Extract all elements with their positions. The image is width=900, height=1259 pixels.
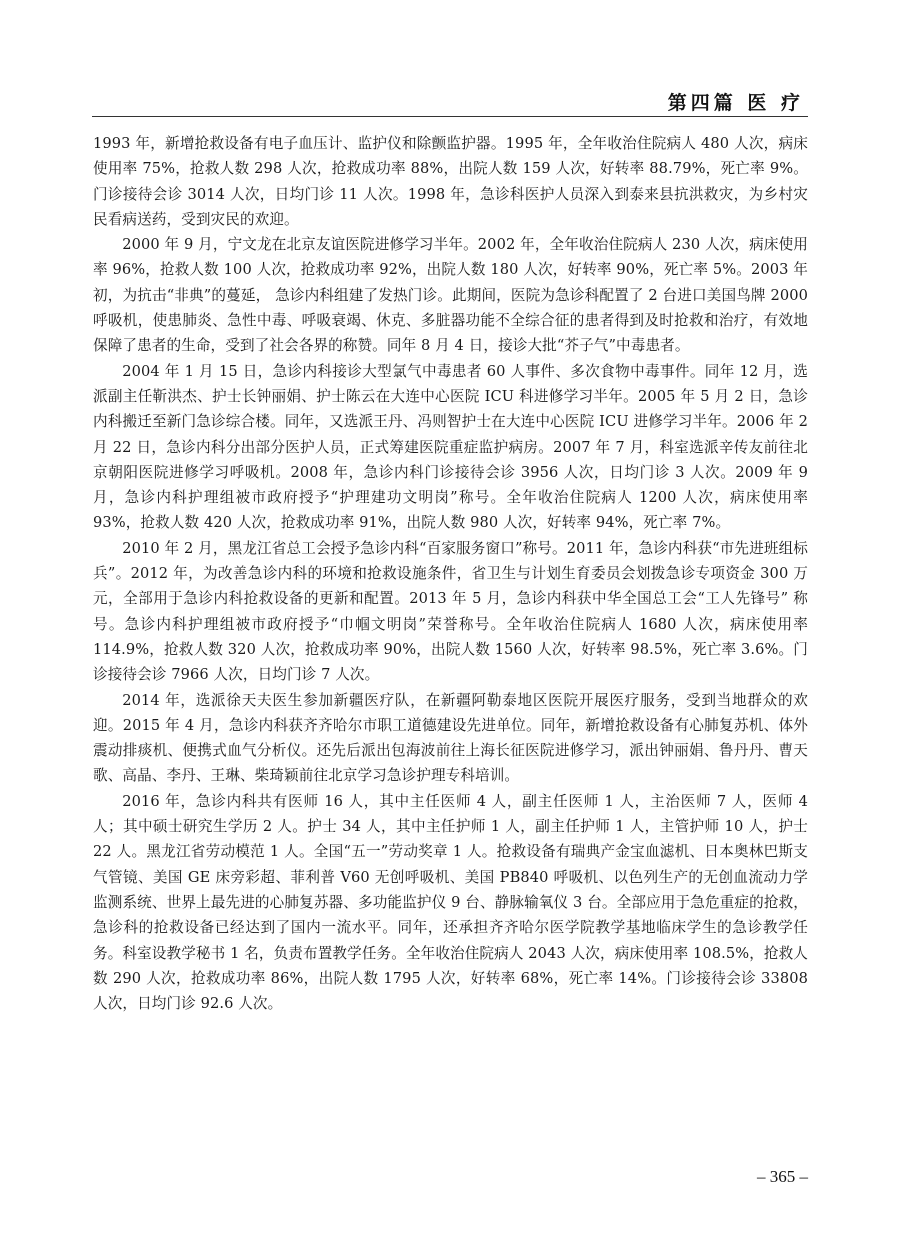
header-rule (92, 116, 808, 117)
paragraph-2004: 2004 年 1 月 15 日，急诊内科接诊大型氯气中毒患者 60 人事件、多次食物中毒事件。同年 12 月，选派副主任靳洪杰、护士长钟丽娟、护士陈云在大连中心医院 ICU 科进修学习半年。2005 年 5 月 2 日，急诊内科搬迁至新门急诊综合楼。同年，又选派王丹、冯则智护士在大连中心医院 ICU 进修学习半年。2006 年 2 月 22 日，急诊内科分出部分医护人员，正式筹建医院重症监护病房。2007 年 7 月，科室选派辛传友前往北京朝阳医院进修学习呼吸机。2008 年，急诊内科门诊接待会诊 3956 人次，日均门诊 3 人次。2009 年 9 月，急诊内科护理组被市政府授予“护理建功文明岗”称号。全年收治住院病人 1200 人次，病床使用率 93%，抢救人数 420 人次，抢救成功率 91%，出院人数 980 人次，好转率 94%，死亡率 7%。 (93, 362, 808, 532)
paragraph-2010: 2010 年 2 月，黑龙江省总工会授予急诊内科“百家服务窗口”称号。2011 年，急诊内科获“市先进班组标兵”。2012 年，为改善急诊内科的环境和抢救设施条件，省卫生与计划生育委员会划拨急诊专项资金 300 万元，全部用于急诊内科抢救设备的更新和配置。2013 年 5 月，急诊内科获中华全国总工会“工人先锋号” 称号。急诊内科护理组被市政府授予“巾帼文明岗”荣誉称号。全年收治住院病人 1680 人次，病床使用率 114.9%，抢救人数 320 人次，抢救成功率 90%，出院人数 1560 人次，好转率 98.5%，死亡率 3.6%。门诊接待会诊 7966 人次，日均门诊 7 人次。 (93, 539, 808, 684)
section-title: 第四篇 医 疗 (667, 92, 804, 114)
paragraph-2014: 2014 年，选派徐天夫医生参加新疆医疗队，在新疆阿勒泰地区医院开展医疗服务，受到当地群众的欢迎。2015 年 4 月，急诊内科获齐齐哈尔市职工道德建设先进单位。同年，新增抢救设备有心肺复苏机、体外震动排痰机、便携式血气分析仪。还先后派出包海波前往上海长征医院进修学习，派出钟丽娟、鲁丹丹、曹天歌、高晶、李丹、王琳、柴琦颖前往北京学习急诊护理专科培训。 (93, 691, 808, 785)
paragraph-1993: 1993 年，新增抢救设备有电子血压计、监护仪和除颤监护器。1995 年，全年收治住院病人 480 人次，病床使用率 75%，抢救人数 298 人次，抢救成功率 88%，出院人数 159 人次，好转率 88.79%，死亡率 9%。门诊接待会诊 3014 人次，日均门诊 11 人次。1998 年，急诊科医护人员深入到泰来县抗洪救灾，为乡村灾民看病送药，受到灾民的欢迎。 (93, 135, 808, 228)
page-header (92, 88, 808, 118)
paragraph-2016: 2016 年，急诊内科共有医师 16 人，其中主任医师 4 人，副主任医师 1 人，主治医师 7 人，医师 4 人；其中硕士研究生学历 2 人。护士 34 人，其中主任护师 1 人，副主任护师 1 人，主管护师 10 人，护士 22 人。黑龙江省劳动模范 1 人。全国“五一”劳动奖章 1 人。抢救设备有瑞典产金宝血滤机、日本奥林巴斯支气管镜、美国 GE 床旁彩超、菲利普 V60 无创呼吸机、美国 PB840 呼吸机、以色列生产的无创血流动力学监测系统、世界上最先进的心肺复苏器、多功能监护仪 9 台、静脉输氧仪 3 台。全部应用于急危重症的抢救，急诊科的抢救设备已经达到了国内一流水平。同年，还承担齐齐哈尔医学院教学基地临床学生的急诊教学任务。科室设教学秘书 1 名，负责布置教学任务。全年收治住院病人 2043 人次，病床使用率 108.5%，抢救人数 290 人次，抢救成功率 86%，出院人数 1795 人次，好转率 68%，死亡率 14%。门诊接待会诊 33808 人次，日均门诊 92.6 人次。 (93, 792, 808, 1013)
page-number: – 365 – (757, 1167, 808, 1186)
article-body (93, 131, 808, 1016)
paragraph-2000: 2000 年 9 月，宁文龙在北京友谊医院进修学习半年。2002 年，全年收治住院病人 230 人次，病床使用率 96%，抢救人数 100 人次，抢救成功率 92%，出院人数 180 人次，好转率 90%，死亡率 5%。2003 年初，为抗击“非典”的蔓延， 急诊内科组建了发热门诊。此期间，医院为急诊科配置了 2 台进口美国鸟牌 2000 呼吸机，使患肺炎、急性中毒、呼吸衰竭、休克、多脏器功能不全综合征的患者得到及时抢救和治疗，有效地保障了患者的生命，受到了社会各界的称赞。同年 8 月 4 日，接诊大批“芥子气”中毒患者。 (93, 236, 808, 355)
